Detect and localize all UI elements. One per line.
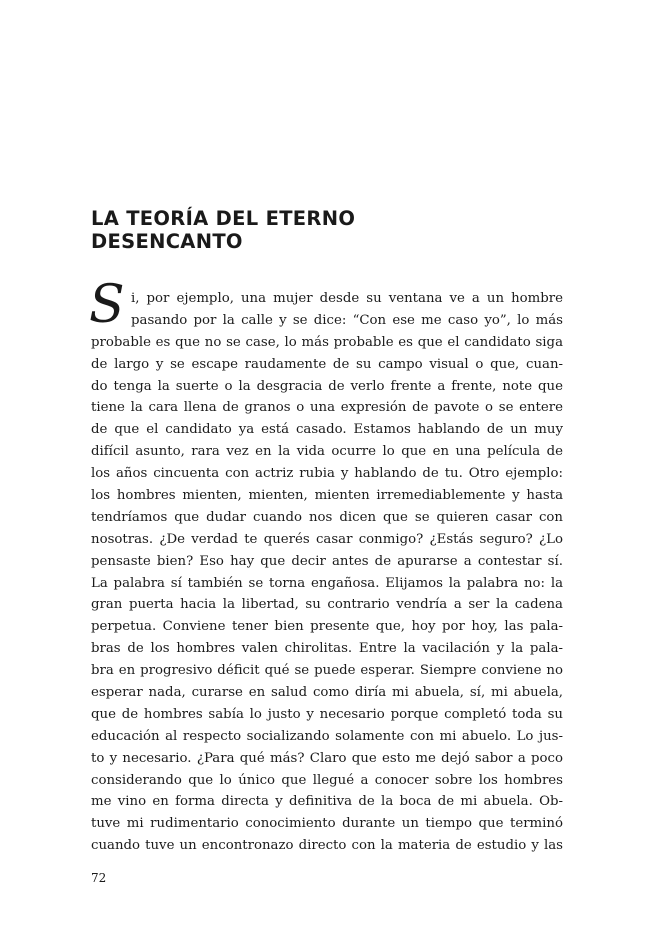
text-line: tiene la cara llena de granos o una expresión de pavote o se entere <box>91 400 563 416</box>
text-line: pensaste bien? Eso hay que decir antes de apurarse a contestar sí. <box>91 553 563 569</box>
text-line: La palabra sí también se torna engañosa. Elijamos la palabra no: la <box>91 575 563 591</box>
chapter-title-line-1: LA TEORÍA DEL ETERNO <box>91 207 356 230</box>
text-line: probable es que no se case, lo más probable es que el candidato siga <box>91 334 563 350</box>
text-line: los años cincuenta con actriz rubia y hablando de tu. Otro ejemplo: <box>91 466 563 482</box>
dropcap-block <box>89 275 563 335</box>
text-line: gran puerta hacia la libertad, su contrario vendría a ser la cadena <box>91 597 563 613</box>
chapter-title-line-2: DESENCANTO <box>91 230 243 253</box>
text-line: perpetua. Conviene tener bien presente que, hoy por hoy, las pala- <box>91 619 563 635</box>
text-line: difícil asunto, rara vez en la vida ocurre lo que en una película de <box>91 444 563 460</box>
text-line: to y necesario. ¿Para qué más? Claro que esto me dejó sabor a poco <box>91 750 563 766</box>
text-line: los hombres mienten, mienten, mienten irremediablemente y hasta <box>91 488 563 504</box>
text-line: educación al respecto socializando solamente con mi abuelo. Lo jus- <box>91 728 563 744</box>
text-line: tendríamos que dudar cuando nos dicen que se quieren casar con <box>91 509 563 525</box>
text-line: considerando que lo único que llegué a conocer sobre los hombres <box>91 772 563 788</box>
text-line: de que el candidato ya está casado. Estamos hablando de un muy <box>91 422 563 438</box>
body-paragraph <box>89 275 563 857</box>
text-line: cuando tuve un encontronazo directo con la materia de estudio y las <box>91 838 563 854</box>
text-line: pasando por la calle y se dice: “Con ese me caso yo”, lo más <box>131 312 563 328</box>
chapter-title <box>91 207 571 253</box>
text-line: esperar nada, curarse en salud como diría mi abuela, sí, mi abuela, <box>91 685 563 701</box>
text-line: nosotras. ¿De verdad te querés casar conmigo? ¿Estás seguro? ¿Lo <box>91 531 563 547</box>
drop-cap: S <box>89 275 125 335</box>
text-line: i, por ejemplo, una mujer desde su ventana ve a un hombre <box>131 291 563 306</box>
text-line: me vino en forma directa y definitiva de la boca de mi abuela. Ob- <box>91 794 563 810</box>
text-line: bras de los hombres valen chirolitas. Entre la vacilación y la pala- <box>91 641 563 657</box>
text-line: tuve mi rudimentario conocimiento durante un tiempo que terminó <box>91 816 563 832</box>
text-line: do tenga la suerte o la desgracia de verlo frente a frente, note que <box>91 378 563 394</box>
text-line: que de hombres sabía lo justo y necesario porque completó toda su <box>91 706 563 722</box>
text-line: de largo y se escape raudamente de su campo visual o que, cuan- <box>91 356 563 372</box>
page-number: 72 <box>91 871 107 885</box>
text-line: bra en progresivo déficit qué se puede esperar. Siempre conviene no <box>91 663 563 679</box>
